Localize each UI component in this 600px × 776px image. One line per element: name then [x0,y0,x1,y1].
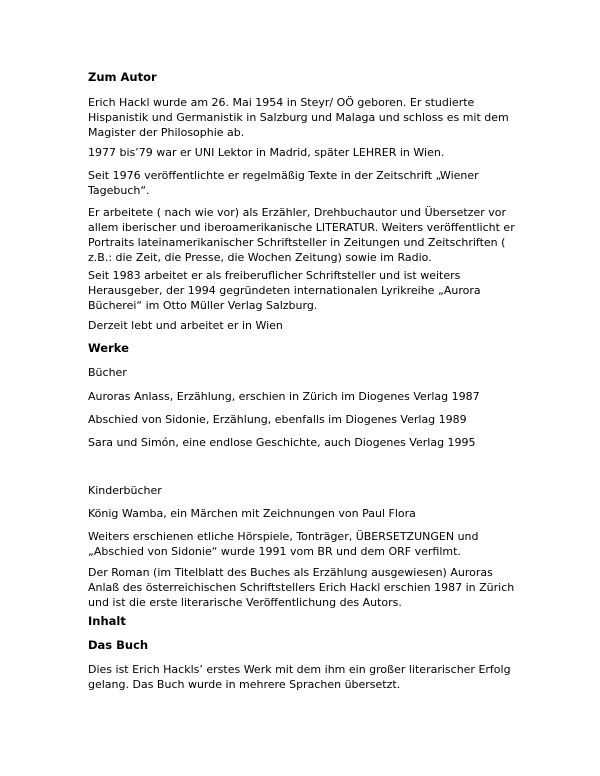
book-item: Sara und Simón, eine endlose Geschichte, auch Diogenes Verlag 1995 [88,436,476,449]
book-item: Abschied von Sidonie, Erzählung, ebenfalls im Diogenes Verlag 1989 [88,413,467,426]
paragraph-further-works: Weiters erschienen etliche Hörspiele, Tonträger, ÜBERSETZUNGEN und „Abschied von Sidonie“ wurde 1991 vom BR und dem ORF verfilmt. [88,530,479,558]
heading-works: Werke [88,341,129,355]
paragraph-biography-2: 1977 bis’79 war er UNI Lektor in Madrid, später LEHRER in Wien. [88,146,445,159]
paragraph-biography-6: Derzeit lebt und arbeitet er in Wien [88,319,283,332]
paragraph-the-book: Dies ist Erich Hackls’ erstes Werk mit dem ihm ein großer literarischer Erfolg gelang. Das Buch wurde in mehrere Sprachen übersetzt. [88,663,511,691]
childrens-book-item: König Wamba, ein Märchen mit Zeichnungen von Paul Flora [88,507,416,520]
book-item: Auroras Anlass, Erzählung, erschien in Zürich im Diogenes Verlag 1987 [88,390,480,403]
heading-the-book: Das Buch [88,638,149,652]
paragraph-biography-3: Seit 1976 veröffentlichte er regelmäßig Texte in der Zeitschrift „Wiener Tagebuch“. [88,169,479,197]
paragraph-biography-4: Er arbeitete ( nach wie vor) als Erzähler, Drehbuchautor und Übersetzer vor allem iberischer und iberoamerikanische LITERATUR. Weiters veröffentlicht er Portraits lateinamerikanischer Schriftsteller in Zeitungen und Zeitschriften ( z.B.: die Zeit, die Presse, die Wochen Zeitung) sowie im Radio. [88,206,515,264]
paragraph-biography-1: Erich Hackl wurde am 26. Mai 1954 in Steyr/ OÖ geboren. Er studierte Hispanistik und Germanistik in Salzburg und Malaga und schloss es mit dem Magister der Philosophie ab. [88,96,509,139]
heading-content: Inhalt [88,614,126,628]
heading-about-author: Zum Autor [88,70,157,84]
label-books: Bücher [88,366,127,379]
label-childrens-books: Kinderbücher [88,484,162,497]
paragraph-novel: Der Roman (im Titelblatt des Buches als Erzählung ausgewiesen) Auroras Anlaß des österreichischen Schriftstellers Erich Hackl erschien 1987 in Zürich und ist die erste literarische Veröffentlichung des Autors. [88,566,515,609]
paragraph-biography-5: Seit 1983 arbeitet er als freiberuflicher Schriftsteller und ist weiters Herausgeber, der 1994 gegründeten internationalen Lyrikreihe „Aurora Bücherei“ im Otto Müller Verlag Salzburg. [88,269,481,312]
